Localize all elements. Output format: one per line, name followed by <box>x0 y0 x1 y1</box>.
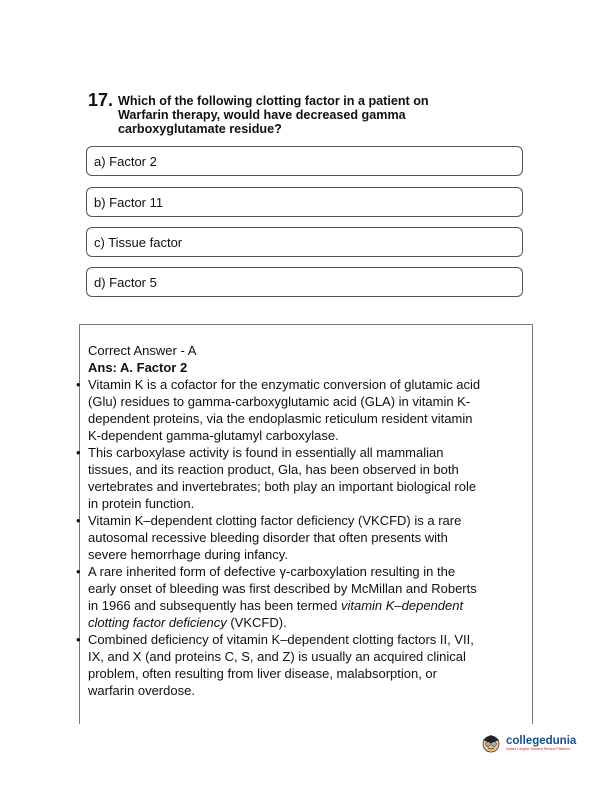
list-item <box>76 631 528 699</box>
list-item <box>76 444 528 512</box>
explanation-list <box>76 376 528 699</box>
question-line: Warfarin therapy, would have decreased gamma <box>118 108 406 122</box>
correct-answer-label: Correct Answer - A <box>88 343 197 358</box>
text-line: K-dependent gamma-glutamyl carboxylase. <box>88 428 339 443</box>
text-line: problem, often resulting from liver disease, malabsorption, or <box>88 666 437 681</box>
logo-tagline: India's Largest Student Review Platform <box>506 746 570 751</box>
option-d[interactable]: d) Factor 5 <box>86 267 523 297</box>
bullet-icon: • <box>76 377 81 392</box>
mascot-icon <box>480 732 502 754</box>
text-line: This carboxylase activity is found in essentially all mammalian <box>88 445 444 460</box>
option-c[interactable]: c) Tissue factor <box>86 227 523 257</box>
bullet-icon: • <box>76 632 81 647</box>
text-line: Combined deficiency of vitamin K–dependent clotting factors II, VII, <box>88 632 474 647</box>
text-line: in protein function. <box>88 496 195 511</box>
text-line: severe hemorrhage during infancy. <box>88 547 288 562</box>
text-line: autosomal recessive bleeding disorder that often presents with <box>88 530 448 545</box>
question-number: 17. <box>88 90 114 110</box>
text-line: vertebrates and invertebrates; both play an important biological role <box>88 479 477 494</box>
answer-title: Ans: A. Factor 2 <box>88 360 188 375</box>
collegedunia-logo[interactable] <box>480 732 576 754</box>
list-item <box>76 376 528 444</box>
text-run: in 1966 and subsequently has been termed <box>88 598 341 613</box>
text-line: early onset of bleeding was first described by McMillan and Roberts <box>88 581 477 596</box>
italic-text: vitamin K–dependent <box>340 598 464 613</box>
bullet-icon: • <box>76 445 81 460</box>
option-b[interactable]: b) Factor 11 <box>86 187 523 217</box>
text-line: (Glu) residues to gamma-carboxyglutamic acid (GLA) in vitamin K- <box>88 394 471 409</box>
italic-text: clotting factor deficiency <box>88 615 227 630</box>
text-line <box>88 614 528 631</box>
logo-text <box>506 735 576 752</box>
question-text <box>118 94 518 136</box>
text-line: dependent proteins, via the endoplasmic reticulum resident vitamin <box>88 411 473 426</box>
option-a[interactable]: a) Factor 2 <box>86 146 523 176</box>
list-item <box>76 563 528 631</box>
text-line: tissues, and its reaction product, Gla, has been observed in both <box>88 462 459 477</box>
text-line: A rare inherited form of defective γ-carboxylation resulting in the <box>88 564 456 579</box>
question-line: Which of the following clotting factor in a patient on <box>118 94 429 108</box>
text-line: Vitamin K is a cofactor for the enzymatic conversion of glutamic acid <box>88 377 481 392</box>
bullet-icon: • <box>76 513 81 528</box>
question-line: carboxyglutamate residue? <box>118 122 282 136</box>
text-line <box>88 597 528 614</box>
text-line: warfarin overdose. <box>88 683 195 698</box>
answer-content <box>76 342 528 699</box>
logo-name: collegedunia <box>506 734 577 747</box>
text-line: Vitamin K–dependent clotting factor deficiency (VKCFD) is a rare <box>88 513 462 528</box>
text-run: (VKCFD). <box>226 615 287 630</box>
bullet-icon: • <box>76 564 81 579</box>
text-line: IX, and X (and proteins C, S, and Z) is usually an acquired clinical <box>88 649 466 664</box>
list-item <box>76 512 528 563</box>
